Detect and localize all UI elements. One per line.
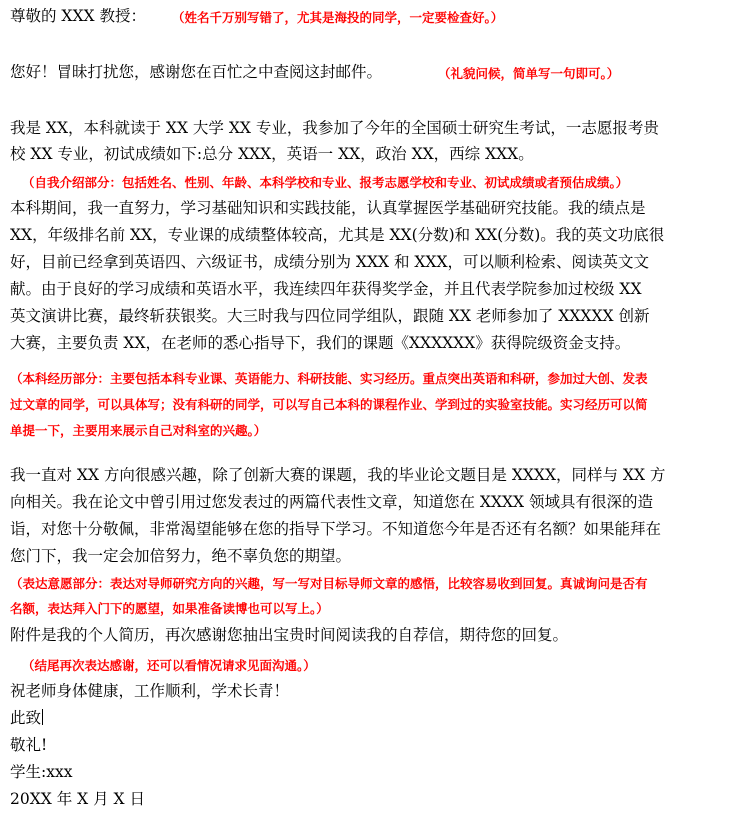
interest-line-1: 我一直对 XX 方向很感兴趣，除了创新大赛的课题，我的毕业论文题目是 XXXX，同样与 XX 方 [10,466,666,484]
closing-wish: 祝老师身体健康，工作顺利，学术长青！ [10,682,290,700]
intro-note: （自我介绍部分：包括姓名、性别、年龄、本科学校和专业、报考志愿学校和专业、初试成绩或者预估成绩。） [22,175,629,190]
salutation-line [10,6,146,26]
closing-cizhi: 此致 [10,709,42,727]
text-cursor [42,709,43,725]
greeting-note: （礼貌问候，简单写一句即可。） [438,66,620,81]
salutation-text: 尊敬的 XXX 教授： [10,7,146,25]
interest-note-line-2: 名额，表达拜入门下的愿望，如果准备读博也可以写上。） [10,601,329,616]
attachment-line: 附件是我的个人简历，再次感谢您抽出宝贵时间阅读我的自荐信，期待您的回复。 [10,626,569,644]
experience-note-line-3: 单提一下，主要用来展示自己对科室的兴趣。） [10,423,267,438]
intro-line-2: 校 XX 专业，初试成绩如下:总分 XXX，英语一 XX，政治 XX，西综 XXX。 [10,145,534,163]
experience-line-5: 英文演讲比赛，最终斩获银奖。大三时我与四位同学组队，跟随 XX 老师参加了 XXXXX 创新 [10,307,650,325]
intro-line-1: 我是 XX，本科就读于 XX 大学 XX 专业，我参加了今年的全国硕士研究生考试，一志愿报考贵 [10,119,659,137]
interest-line-3: 诣，对您十分敬佩，非常渴望能够在您的指导下学习。不知道您今年是否还有名额？如果能拜在 [10,520,662,538]
experience-line-1: 本科期间，我一直努力，学习基础知识和实践技能，认真掌握医学基础研究技能。我的绩点是 [10,199,646,217]
experience-line-2: XX，年级排名前 XX，专业课的成绩整体较高，尤其是 XX(分数)和 XX(分数)。我的英文功底很 [10,226,665,244]
salutation-note: （姓名千万别写错了，尤其是海投的同学，一定要检查好。） [172,10,504,25]
interest-note-line-1: （表达意愿部分：表达对导师研究方向的兴趣，写一写对目标导师文章的感悟，比较容易收到回复。真诚询问是否有 [10,576,648,591]
experience-line-4: 献。由于良好的学习成绩和英语水平，我连续四年获得奖学金，并且代表学院参加过校级 XX [10,280,642,298]
experience-note-line-2: 过文章的同学，可以具体写；没有科研的同学，可以写自己本科的课程作业、学到过的实验室技能。实习经历可以简 [10,397,648,412]
interest-line-2: 向相关。我在论文中曾引用过您发表过的两篇代表性文章，知道您在 XXXX 领域具有很深的造 [10,493,653,511]
closing-student: 学生:xxx [10,763,73,781]
attachment-note: （结尾再次表达感谢，还可以看情况请求见面沟通。） [22,658,316,673]
closing-jingli: 敬礼! [10,736,48,754]
closing-date: 20XX 年 X 月 X 日 [10,790,145,808]
experience-line-3: 好，目前已经拿到英语四、六级证书，成绩分别为 XXX 和 XXX，可以顺利检索、阅读英文文 [10,253,649,271]
closing-cizhi-line [10,708,43,728]
greeting-line [10,62,382,82]
greeting-text: 您好！冒昧打扰您，感谢您在百忙之中查阅这封邮件。 [10,63,383,81]
interest-line-4: 您门下，我一定会加倍努力，绝不辜负您的期望。 [10,547,352,565]
experience-note-line-1: （本科经历部分：主要包括本科专业课、英语能力、科研技能、实习经历。重点突出英语和科研，参加过大创、发表 [10,371,648,386]
experience-line-6: 大赛，主要负责 XX，在老师的悉心指导下，我们的课题《XXXXXX》获得院级资金支持。 [10,334,631,352]
